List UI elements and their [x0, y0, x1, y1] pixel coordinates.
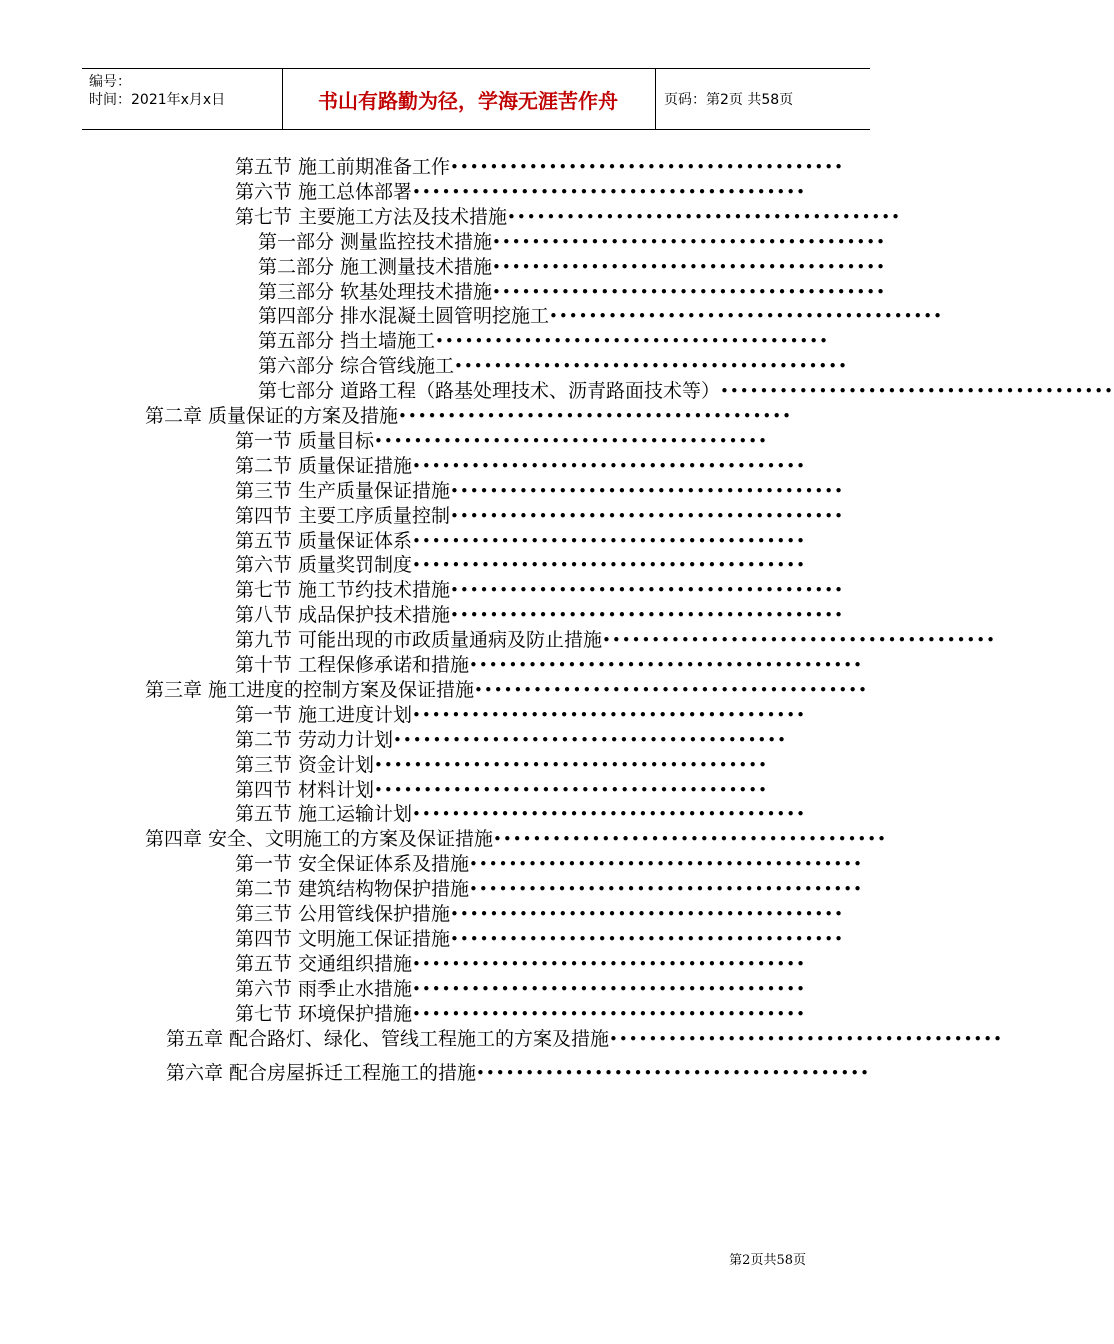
toc-leader-dots: ••••••••••••••••••••••••••••••••••••••••	[454, 357, 848, 376]
toc-leader-dots: ••••••••••••••••••••••••••••••••••••••••	[450, 506, 844, 525]
header-motto: 书山有路勤为径，学海无涯苦作舟	[318, 88, 618, 113]
toc-leader-dots: ••••••••••••••••••••••••••••••••••••••••	[412, 531, 806, 550]
toc-entry-title: 第七节 施工节约技术措施	[235, 579, 451, 602]
toc-entry-title: 第六部分 综合管线施工	[258, 355, 455, 378]
toc-leader-dots: ••••••••••••••••••••••••••••••••••••••••	[476, 1064, 870, 1083]
toc-leader-dots: ••••••••••••••••••••••••••••••••••••••••	[412, 805, 806, 824]
toc-entry-title: 第二节 劳动力计划	[235, 728, 394, 751]
toc-leader-dots: ••••••••••••••••••••••••••••••••••••••••	[374, 755, 768, 774]
toc-entry-title: 第七节 环境保护措施	[235, 1002, 413, 1025]
toc-leader-dots: ••••••••••••••••••••••••••••••••••••••••	[435, 332, 829, 351]
toc-leader-dots: ••••••••••••••••••••••••••••••••••••••••	[492, 257, 886, 276]
toc-entry[interactable]	[235, 603, 844, 628]
toc-entry-title: 第一部分 测量监控技术措施	[258, 230, 493, 253]
toc-leader-dots: ••••••••••••••••••••••••••••••••••••••••	[374, 431, 768, 450]
toc-entry[interactable]	[258, 379, 1114, 404]
toc-leader-dots: ••••••••••••••••••••••••••••••••••••••••	[412, 182, 806, 201]
toc-entry[interactable]	[235, 927, 844, 952]
header-meta	[89, 73, 225, 109]
toc-leader-dots: ••••••••••••••••••••••••••••••••••••••••	[469, 656, 863, 674]
toc-entry-title: 第四节 文明施工保证措施	[235, 927, 451, 950]
toc-leader-dots: ••••••••••••••••••••••••••••••••••••••••	[412, 954, 806, 973]
header-page-info: 页码：第2页 共58页	[664, 92, 794, 108]
toc-entry[interactable]	[235, 852, 863, 877]
toc-entry[interactable]	[235, 653, 863, 678]
toc-leader-dots: ••••••••••••••••••••••••••••••••••••••••	[609, 1029, 1003, 1048]
toc-entry[interactable]	[235, 977, 806, 1002]
toc-entry[interactable]	[235, 728, 787, 753]
toc-entry-title: 第六节 施工总体部署	[235, 180, 413, 203]
toc-leader-dots: ••••••••••••••••••••••••••••••••••••••••	[412, 979, 806, 998]
toc-leader-dots: ••••••••••••••••••••••••••••••••••••••••	[450, 481, 844, 500]
toc-entry-title: 第一节 质量目标	[235, 429, 375, 452]
toc-entry[interactable]	[258, 230, 886, 255]
toc-leader-dots: ••••••••••••••••••••••••••••••••••••••••	[450, 158, 844, 176]
toc-leader-dots: ••••••••••••••••••••••••••••••••••••••••	[493, 830, 887, 849]
toc-entry[interactable]	[235, 753, 778, 778]
toc-entry[interactable]	[235, 479, 844, 504]
toc-entry[interactable]	[145, 827, 887, 852]
toc-leader-dots: ••••••••••••••••••••••••••••••••••••••••	[412, 556, 806, 575]
toc-leader-dots: ••••••••••••••••••••••••••••••••••••••••	[450, 905, 844, 923]
toc-entry[interactable]	[258, 280, 886, 305]
toc-entry[interactable]	[235, 429, 778, 454]
header-divider	[655, 69, 656, 129]
toc-leader-dots: ••••••••••••••••••••••••••••••••••••••••	[398, 407, 792, 425]
toc-entry[interactable]	[235, 1002, 806, 1027]
toc-entry[interactable]	[235, 628, 996, 653]
toc-entry-title: 第三节 生产质量保证措施	[235, 479, 451, 502]
toc-entry-title: 第八节 成品保护技术措施	[235, 604, 451, 627]
toc-leader-dots: ••••••••••••••••••••••••••••••••••••••••	[549, 307, 943, 326]
toc-entry[interactable]	[145, 404, 792, 429]
toc-entry-title: 第七部分 道路工程（路基处理技术、沥青路面技术等）	[258, 380, 721, 403]
toc-entry-title: 第六章 配合房屋拆迁工程施工的措施	[166, 1062, 477, 1085]
toc-entry-title: 第十节 工程保修承诺和措施	[235, 654, 470, 676]
time-label: 时间：2021年x月x日	[89, 92, 226, 108]
toc-entry[interactable]	[235, 180, 806, 205]
toc-entry-title: 第三部分 软基处理技术措施	[258, 280, 493, 303]
toc-leader-dots: ••••••••••••••••••••••••••••••••••••••••	[720, 382, 1114, 401]
toc-leader-dots: ••••••••••••••••••••••••••••••••••••••••	[474, 680, 868, 699]
toc-entry[interactable]	[235, 952, 806, 977]
toc-entry-title: 第九节 可能出现的市政质量通病及防止措施	[235, 629, 603, 652]
toc-entry[interactable]	[235, 553, 806, 578]
toc-entry[interactable]	[258, 304, 943, 329]
toc-entry-title: 第三节 公用管线保护措施	[235, 903, 451, 925]
toc-entry[interactable]	[235, 802, 806, 827]
code-label: 编号：	[89, 74, 131, 90]
toc-leader-dots: ••••••••••••••••••••••••••••••••••••••••	[412, 705, 806, 724]
toc-entry-title: 第五部分 挡土墙施工	[258, 330, 436, 353]
toc-entry-title: 第五节 交通组织措施	[235, 952, 413, 975]
toc-leader-dots: ••••••••••••••••••••••••••••••••••••••••	[492, 232, 886, 251]
toc-entry-title: 第二章 质量保证的方案及措施	[145, 405, 399, 427]
toc-entry-title: 第五章 配合路灯、绿化、管线工程施工的方案及措施	[166, 1027, 610, 1050]
toc-entry-title: 第二节 质量保证措施	[235, 454, 413, 477]
toc-entry[interactable]	[258, 354, 848, 379]
toc-entry[interactable]	[235, 902, 844, 927]
toc-entry[interactable]	[235, 205, 901, 230]
toc-entry-title: 第五节 质量保证体系	[235, 529, 413, 552]
toc-entry-title: 第六节 雨季止水措施	[235, 977, 413, 1000]
toc-entry[interactable]	[235, 877, 863, 902]
toc-leader-dots: ••••••••••••••••••••••••••••••••••••••••	[450, 606, 844, 625]
toc-entry[interactable]	[145, 678, 868, 703]
toc-leader-dots: ••••••••••••••••••••••••••••••••••••••••	[374, 780, 768, 799]
toc-entry-title: 第一节 施工进度计划	[235, 703, 413, 726]
toc-entry[interactable]	[258, 255, 886, 280]
toc-leader-dots: ••••••••••••••••••••••••••••••••••••••••	[450, 929, 844, 948]
toc-entry[interactable]	[166, 1027, 1003, 1052]
toc-entry[interactable]	[258, 329, 829, 354]
toc-entry-title: 第三节 资金计划	[235, 753, 375, 776]
toc-leader-dots: ••••••••••••••••••••••••••••••••••••••••	[492, 282, 886, 301]
toc-entry-title: 第五节 施工前期准备工作	[235, 156, 451, 178]
toc-entry-title: 第四节 材料计划	[235, 778, 375, 801]
toc-entry[interactable]	[235, 578, 844, 603]
toc-leader-dots: ••••••••••••••••••••••••••••••••••••••••	[412, 456, 806, 475]
toc-leader-dots: ••••••••••••••••••••••••••••••••••••••••	[412, 1004, 806, 1023]
toc-entry-title: 第七节 主要施工方法及技术措施	[235, 205, 508, 228]
toc-entry-title: 第五节 施工运输计划	[235, 803, 413, 826]
toc-entry[interactable]	[235, 504, 844, 529]
toc-entry-title: 第一节 安全保证体系及措施	[235, 853, 470, 876]
toc-leader-dots: ••••••••••••••••••••••••••••••••••••••••	[393, 730, 787, 749]
toc-leader-dots: ••••••••••••••••••••••••••••••••••••••••	[469, 880, 863, 899]
toc-leader-dots: ••••••••••••••••••••••••••••••••••••••••	[450, 581, 844, 600]
toc-entry-title: 第三章 施工进度的控制方案及保证措施	[145, 678, 475, 701]
toc-entry-title: 第四节 主要工序质量控制	[235, 504, 451, 527]
toc-entry-title: 第六节 质量奖罚制度	[235, 554, 413, 577]
page-header	[82, 68, 870, 130]
page-footer: 第2页共58页	[729, 1253, 806, 1268]
toc-entry[interactable]	[235, 703, 806, 728]
toc-entry[interactable]	[235, 454, 806, 479]
toc-entry-title: 第四部分 排水混凝土圆管明挖施工	[258, 305, 550, 328]
toc-entry-title: 第二节 建筑结构物保护措施	[235, 878, 470, 901]
toc-entry[interactable]	[235, 155, 844, 180]
toc-leader-dots: ••••••••••••••••••••••••••••••••••••••••	[469, 855, 863, 874]
toc-entry[interactable]	[235, 778, 778, 803]
toc-entry[interactable]	[166, 1061, 870, 1086]
toc-entry[interactable]	[235, 529, 806, 554]
toc-leader-dots: ••••••••••••••••••••••••••••••••••••••••	[602, 631, 996, 650]
toc-entry-title: 第二部分 施工测量技术措施	[258, 255, 493, 278]
toc-entry-title: 第四章 安全、文明施工的方案及保证措施	[145, 828, 494, 851]
toc-leader-dots: ••••••••••••••••••••••••••••••••••••••••	[507, 207, 901, 226]
